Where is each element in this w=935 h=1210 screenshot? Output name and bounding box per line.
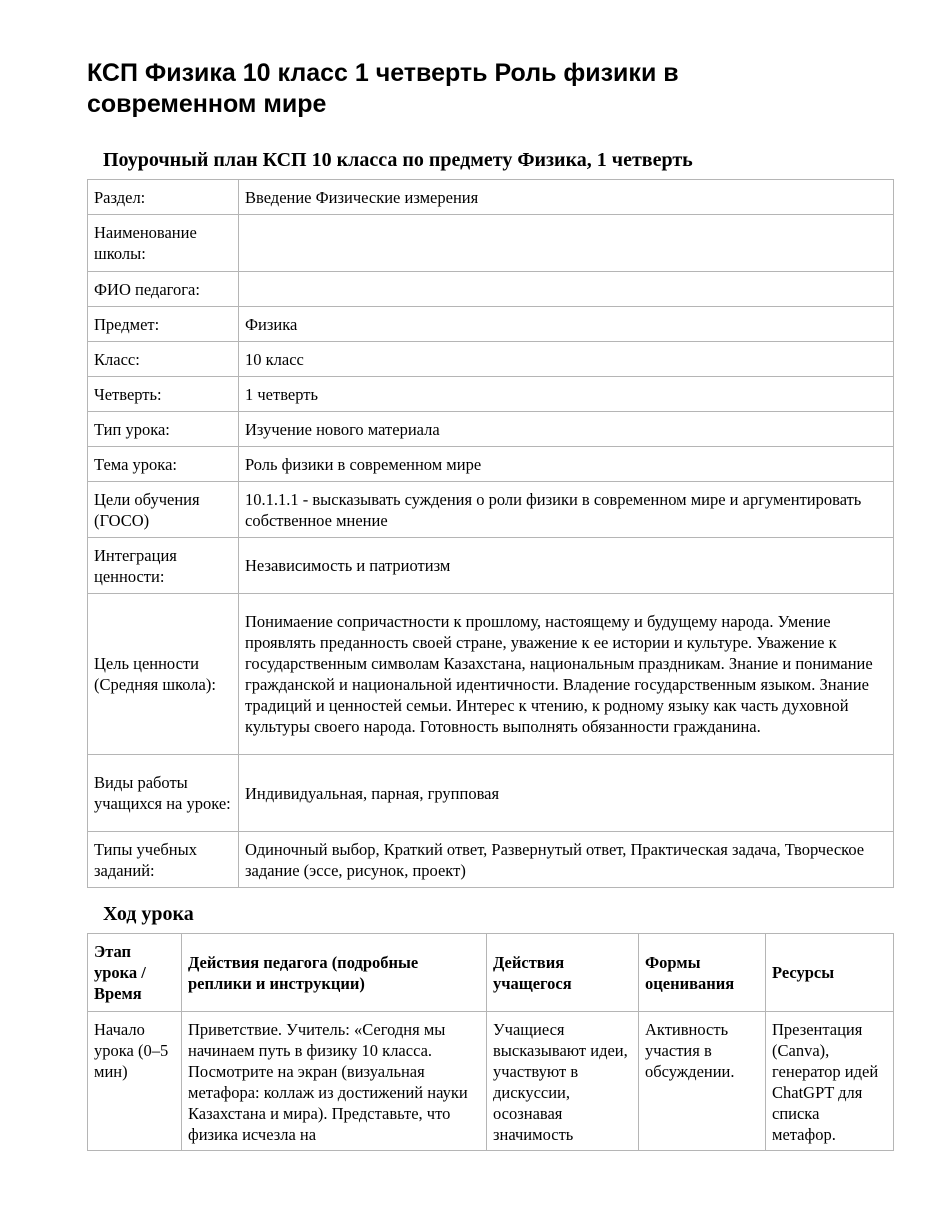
- column-header-teacher-actions: Действия педагога (подробные реплики и инструкции): [182, 934, 487, 1012]
- column-header-student-actions: Действия учащегося: [487, 934, 639, 1012]
- table-row: [88, 832, 894, 888]
- row-value-value-goal: Понимаение сопричастности к прошлому, настоящему и будущему народа. Умение проявлять преданность своей стране, уважение к ее истории и культуре. Уважение к государственным символам Казахстана, национальным праздникам. Знание и понимание гражданской и национальной идентичности. Владение государственным языком. Знание традиций и ценностей семьи. Интерес к чтению, к родному языку как часть духовной культуры своего народа. Готовность выполнять обязанности гражданина.: [239, 594, 894, 755]
- table-row: [88, 755, 894, 832]
- lesson-flow-heading: Ход урока: [103, 903, 194, 925]
- row-label-work-types: Виды работы учащихся на уроке:: [88, 755, 239, 832]
- row-label-teacher: ФИО педагога:: [88, 272, 239, 307]
- cell-student-actions: [487, 1012, 639, 1151]
- row-label-topic: Тема урока:: [88, 447, 239, 482]
- cell-teacher-actions-text: Приветствие. Учитель: «Сегодня мы начинаем путь в физику 10 класса. Посмотрите на экран (визуальная метафора: коллаж из достижений науки Казахстана и мира). Представьте, что физика исчезла на: [188, 1020, 468, 1144]
- lesson-plan-heading: Поурочный план КСП 10 класса по предмету Физика, 1 четверть: [103, 149, 693, 171]
- cell-teacher-actions: [182, 1012, 487, 1151]
- row-value-school: [239, 215, 894, 272]
- row-value-topic: Роль физики в современном мире: [239, 447, 894, 482]
- row-value-teacher: [239, 272, 894, 307]
- row-value-value-integration: Независимость и патриотизм: [239, 538, 894, 594]
- cell-assessment-text: Активность участия в обсуждении.: [645, 1020, 735, 1081]
- row-value-grade: 10 класс: [239, 342, 894, 377]
- table-row: [88, 412, 894, 447]
- table-row: [88, 447, 894, 482]
- row-value-goals: 10.1.1.1 - высказывать суждения о роли физики в современном мире и аргументировать собственное мнение: [239, 482, 894, 538]
- cell-resources: [766, 1012, 894, 1151]
- row-label-value-goal: Цель ценности (Средняя школа):: [88, 594, 239, 755]
- table-row: [88, 482, 894, 538]
- row-label-school: Наименование школы:: [88, 215, 239, 272]
- cell-stage-text: Начало урока (0–5 мин): [94, 1020, 169, 1081]
- row-label-task-types: Типы учебных заданий:: [88, 832, 239, 888]
- row-value-task-types: Одиночный выбор, Краткий ответ, Развернутый ответ, Практическая задача, Творческое задание (эссе, рисунок, проект): [239, 832, 894, 888]
- row-label-goals: Цели обучения (ГОСО): [88, 482, 239, 538]
- row-value-lesson-type: Изучение нового материала: [239, 412, 894, 447]
- column-header-stage: Этап урока / Время: [88, 934, 182, 1012]
- table-row: [88, 215, 894, 272]
- table-row: [88, 307, 894, 342]
- cell-resources-text: Презентация (Canva), генератор идей ChatGPT для списка метафор.: [772, 1020, 879, 1144]
- row-label-quarter: Четверть:: [88, 377, 239, 412]
- document-title: КСП Физика 10 класс 1 четверть Роль физики в современном мире: [87, 59, 679, 118]
- table-row: [88, 594, 894, 755]
- lesson-info-table: [87, 179, 894, 888]
- column-header-assessment: Формы оценивания: [639, 934, 766, 1012]
- cell-assessment: [639, 1012, 766, 1151]
- row-label-value-integration: Интеграция ценности:: [88, 538, 239, 594]
- cell-student-actions-text: Учащиеся высказывают идеи, участвуют в дискуссии, осознавая значимость: [493, 1020, 628, 1144]
- lesson-flow-table: [87, 933, 894, 1151]
- row-label-subject: Предмет:: [88, 307, 239, 342]
- table-row: [88, 1012, 894, 1151]
- column-header-resources: Ресурсы: [766, 934, 894, 1012]
- row-value-section: Введение Физические измерения: [239, 180, 894, 215]
- row-value-subject: Физика: [239, 307, 894, 342]
- table-header-row: [88, 934, 894, 1012]
- row-value-quarter: 1 четверть: [239, 377, 894, 412]
- table-row: [88, 377, 894, 412]
- row-label-section: Раздел:: [88, 180, 239, 215]
- table-row: [88, 342, 894, 377]
- table-row: [88, 538, 894, 594]
- table-row: [88, 180, 894, 215]
- row-label-lesson-type: Тип урока:: [88, 412, 239, 447]
- row-value-work-types: Индивидуальная, парная, групповая: [239, 755, 894, 832]
- table-row: [88, 272, 894, 307]
- cell-stage: [88, 1012, 182, 1151]
- row-label-grade: Класс:: [88, 342, 239, 377]
